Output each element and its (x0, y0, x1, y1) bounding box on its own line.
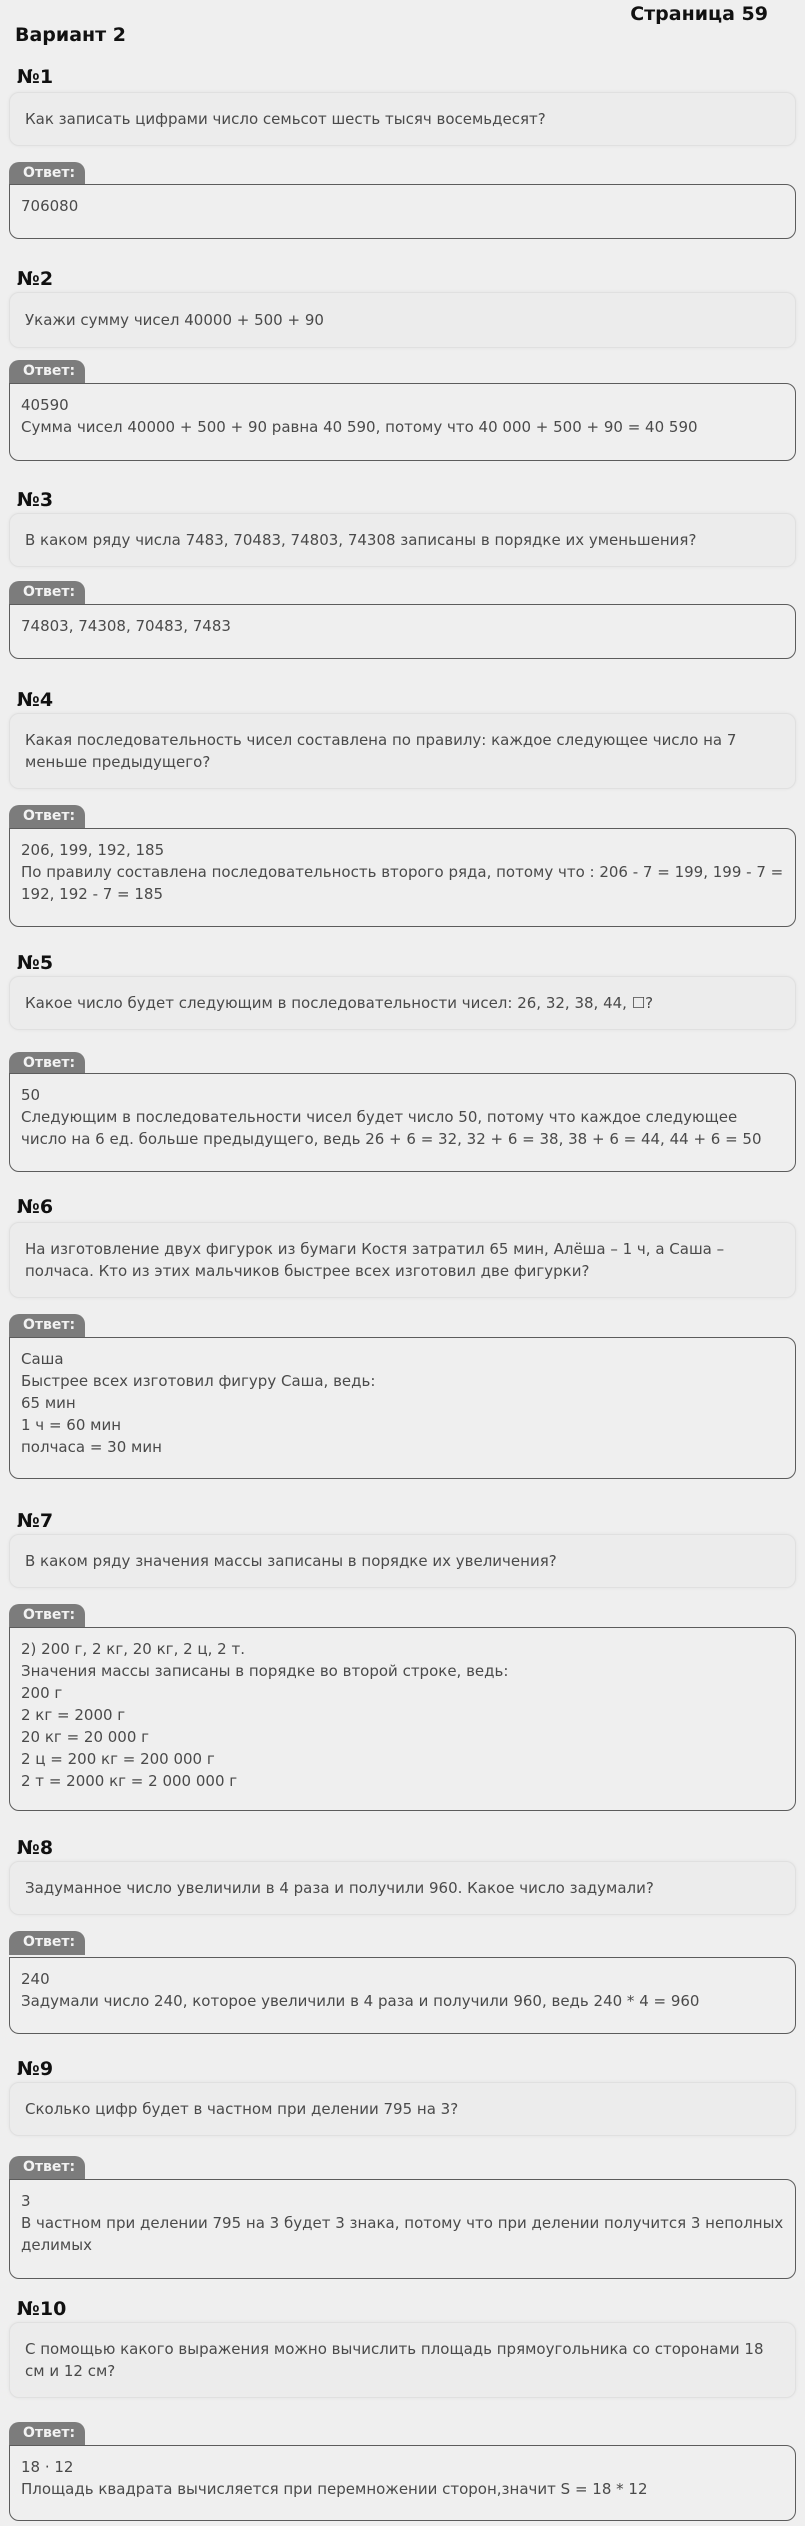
answer-line: 706080 (21, 197, 79, 215)
question-text: На изготовление двух фигурок из бумаги Костя затратил 65 мин, Алёша – 1 ч, а Саша – полчаса. Кто из этих мальчиков быстрее всех изготовил две фигурки? (25, 1240, 725, 1280)
question-text: В каком ряду значения массы записаны в порядке их увеличения? (25, 1552, 557, 1570)
question-box (9, 513, 796, 567)
answer-box (9, 1957, 796, 2034)
answer-line: 74803, 74308, 70483, 7483 (21, 617, 231, 635)
answer-box (9, 828, 796, 927)
question-text: С помощью какого выражения можно вычислить площадь прямоугольника со сторонами 18 см и 12 см? (25, 2340, 764, 2380)
answer-label: Ответ: (9, 1604, 85, 1628)
page-number: Страница 59 (630, 3, 768, 25)
answer-line: 1 ч = 60 мин (21, 1416, 122, 1434)
answer-box (9, 383, 796, 461)
answer-line: Быстрее всех изготовил фигуру Саша, ведь: (21, 1372, 376, 1390)
answer-box (9, 1627, 796, 1811)
answer-line: Значения массы записаны в порядке во второй строке, ведь: (21, 1662, 509, 1680)
answer-line: По правилу составлена последовательность второго ряда, потому что : 206 - 7 = 199, 199 - 7 = 192, 192 - 7 = 185 (21, 863, 788, 903)
question-text: Какое число будет следующим в последовательности чисел: 26, 32, 38, 44, ☐? (25, 994, 654, 1012)
answer-line: 200 г (21, 1684, 63, 1702)
answer-line: Площадь квадрата вычисляется при перемножении сторон,значит S = 18 * 12 (21, 2480, 648, 2498)
answer-line: Саша (21, 1350, 64, 1368)
answer-label: Ответ: (9, 360, 85, 384)
question-box (9, 713, 796, 789)
answer-line: 2 кг = 2000 г (21, 1706, 126, 1724)
answer-box (9, 1337, 796, 1479)
answer-line: 2 т = 2000 кг = 2 000 000 г (21, 1772, 238, 1790)
question-text: Какая последовательность чисел составлена по правилу: каждое следующее число на 7 меньше предыдущего? (25, 731, 737, 771)
answer-box (9, 2179, 796, 2279)
task-number: №10 (17, 2298, 67, 2320)
answer-box (9, 604, 796, 659)
question-box (9, 2322, 796, 2398)
answer-label: Ответ: (9, 1052, 85, 1076)
answer-line: полчаса = 30 мин (21, 1438, 162, 1456)
answer-line: В частном при делении 795 на 3 будет 3 знака, потому что при делении получится 3 неполных делимых (21, 2214, 789, 2254)
answer-label: Ответ: (9, 581, 85, 605)
answer-line: 50 (21, 1086, 41, 1104)
answer-label: Ответ: (9, 2422, 85, 2446)
task-number: №5 (17, 952, 54, 974)
answer-box (9, 1073, 796, 1172)
answer-box (9, 184, 796, 239)
task-number: №8 (17, 1837, 54, 1859)
question-text: Задуманное число увеличили в 4 раза и получили 960. Какое число задумали? (25, 1879, 654, 1897)
task-number: №4 (17, 689, 54, 711)
question-box (9, 1861, 796, 1915)
question-box (9, 292, 796, 348)
answer-line: Сумма чисел 40000 + 500 + 90 равна 40 590, потому что 40 000 + 500 + 90 = 40 590 (21, 418, 698, 436)
task-number: №6 (17, 1196, 54, 1218)
answer-label: Ответ: (9, 2156, 85, 2180)
answer-line: 240 (21, 1970, 50, 1988)
variant-title: Вариант 2 (15, 24, 127, 46)
answer-label: Ответ: (9, 1314, 85, 1338)
task-number: №1 (17, 66, 54, 88)
answer-box (9, 2445, 796, 2521)
question-box (9, 976, 796, 1030)
question-text: Как записать цифрами число семьсот шесть тысяч восемьдесят? (25, 110, 546, 128)
task-number: №7 (17, 1510, 54, 1532)
question-text: В каком ряду числа 7483, 70483, 74803, 74308 записаны в порядке их уменьшения? (25, 531, 697, 549)
answer-label: Ответ: (9, 1931, 85, 1955)
question-box (9, 2082, 796, 2136)
answer-line: 2) 200 г, 2 кг, 20 кг, 2 ц, 2 т. (21, 1640, 245, 1658)
answer-line: 2 ц = 200 кг = 200 000 г (21, 1750, 215, 1768)
task-number: №9 (17, 2058, 54, 2080)
answer-label: Ответ: (9, 162, 85, 186)
answer-line: 20 кг = 20 000 г (21, 1728, 150, 1746)
task-number: №3 (17, 489, 54, 511)
answer-line: 65 мин (21, 1394, 76, 1412)
answer-line: 3 (21, 2192, 31, 2210)
task-number: №2 (17, 268, 54, 290)
question-box (9, 1222, 796, 1298)
answer-line: 40590 (21, 396, 69, 414)
answer-line: 206, 199, 192, 185 (21, 841, 165, 859)
question-text: Укажи сумму чисел 40000 + 500 + 90 (25, 311, 324, 329)
question-text: Сколько цифр будет в частном при делении 795 на 3? (25, 2100, 459, 2118)
question-box (9, 92, 796, 146)
answer-label: Ответ: (9, 805, 85, 829)
answer-line: 18 · 12 (21, 2458, 74, 2476)
answer-line: Задумали число 240, которое увеличили в 4 раза и получили 960, ведь 240 * 4 = 960 (21, 1992, 700, 2010)
answer-line: Следующим в последовательности чисел будет число 50, потому что каждое следующее число на 6 ед. больше предыдущего, ведь 26 + 6 = 32, 32 + 6 = 38, 38 + 6 = 44, 44 + 6 = 50 (21, 1108, 762, 1148)
question-box (9, 1534, 796, 1588)
